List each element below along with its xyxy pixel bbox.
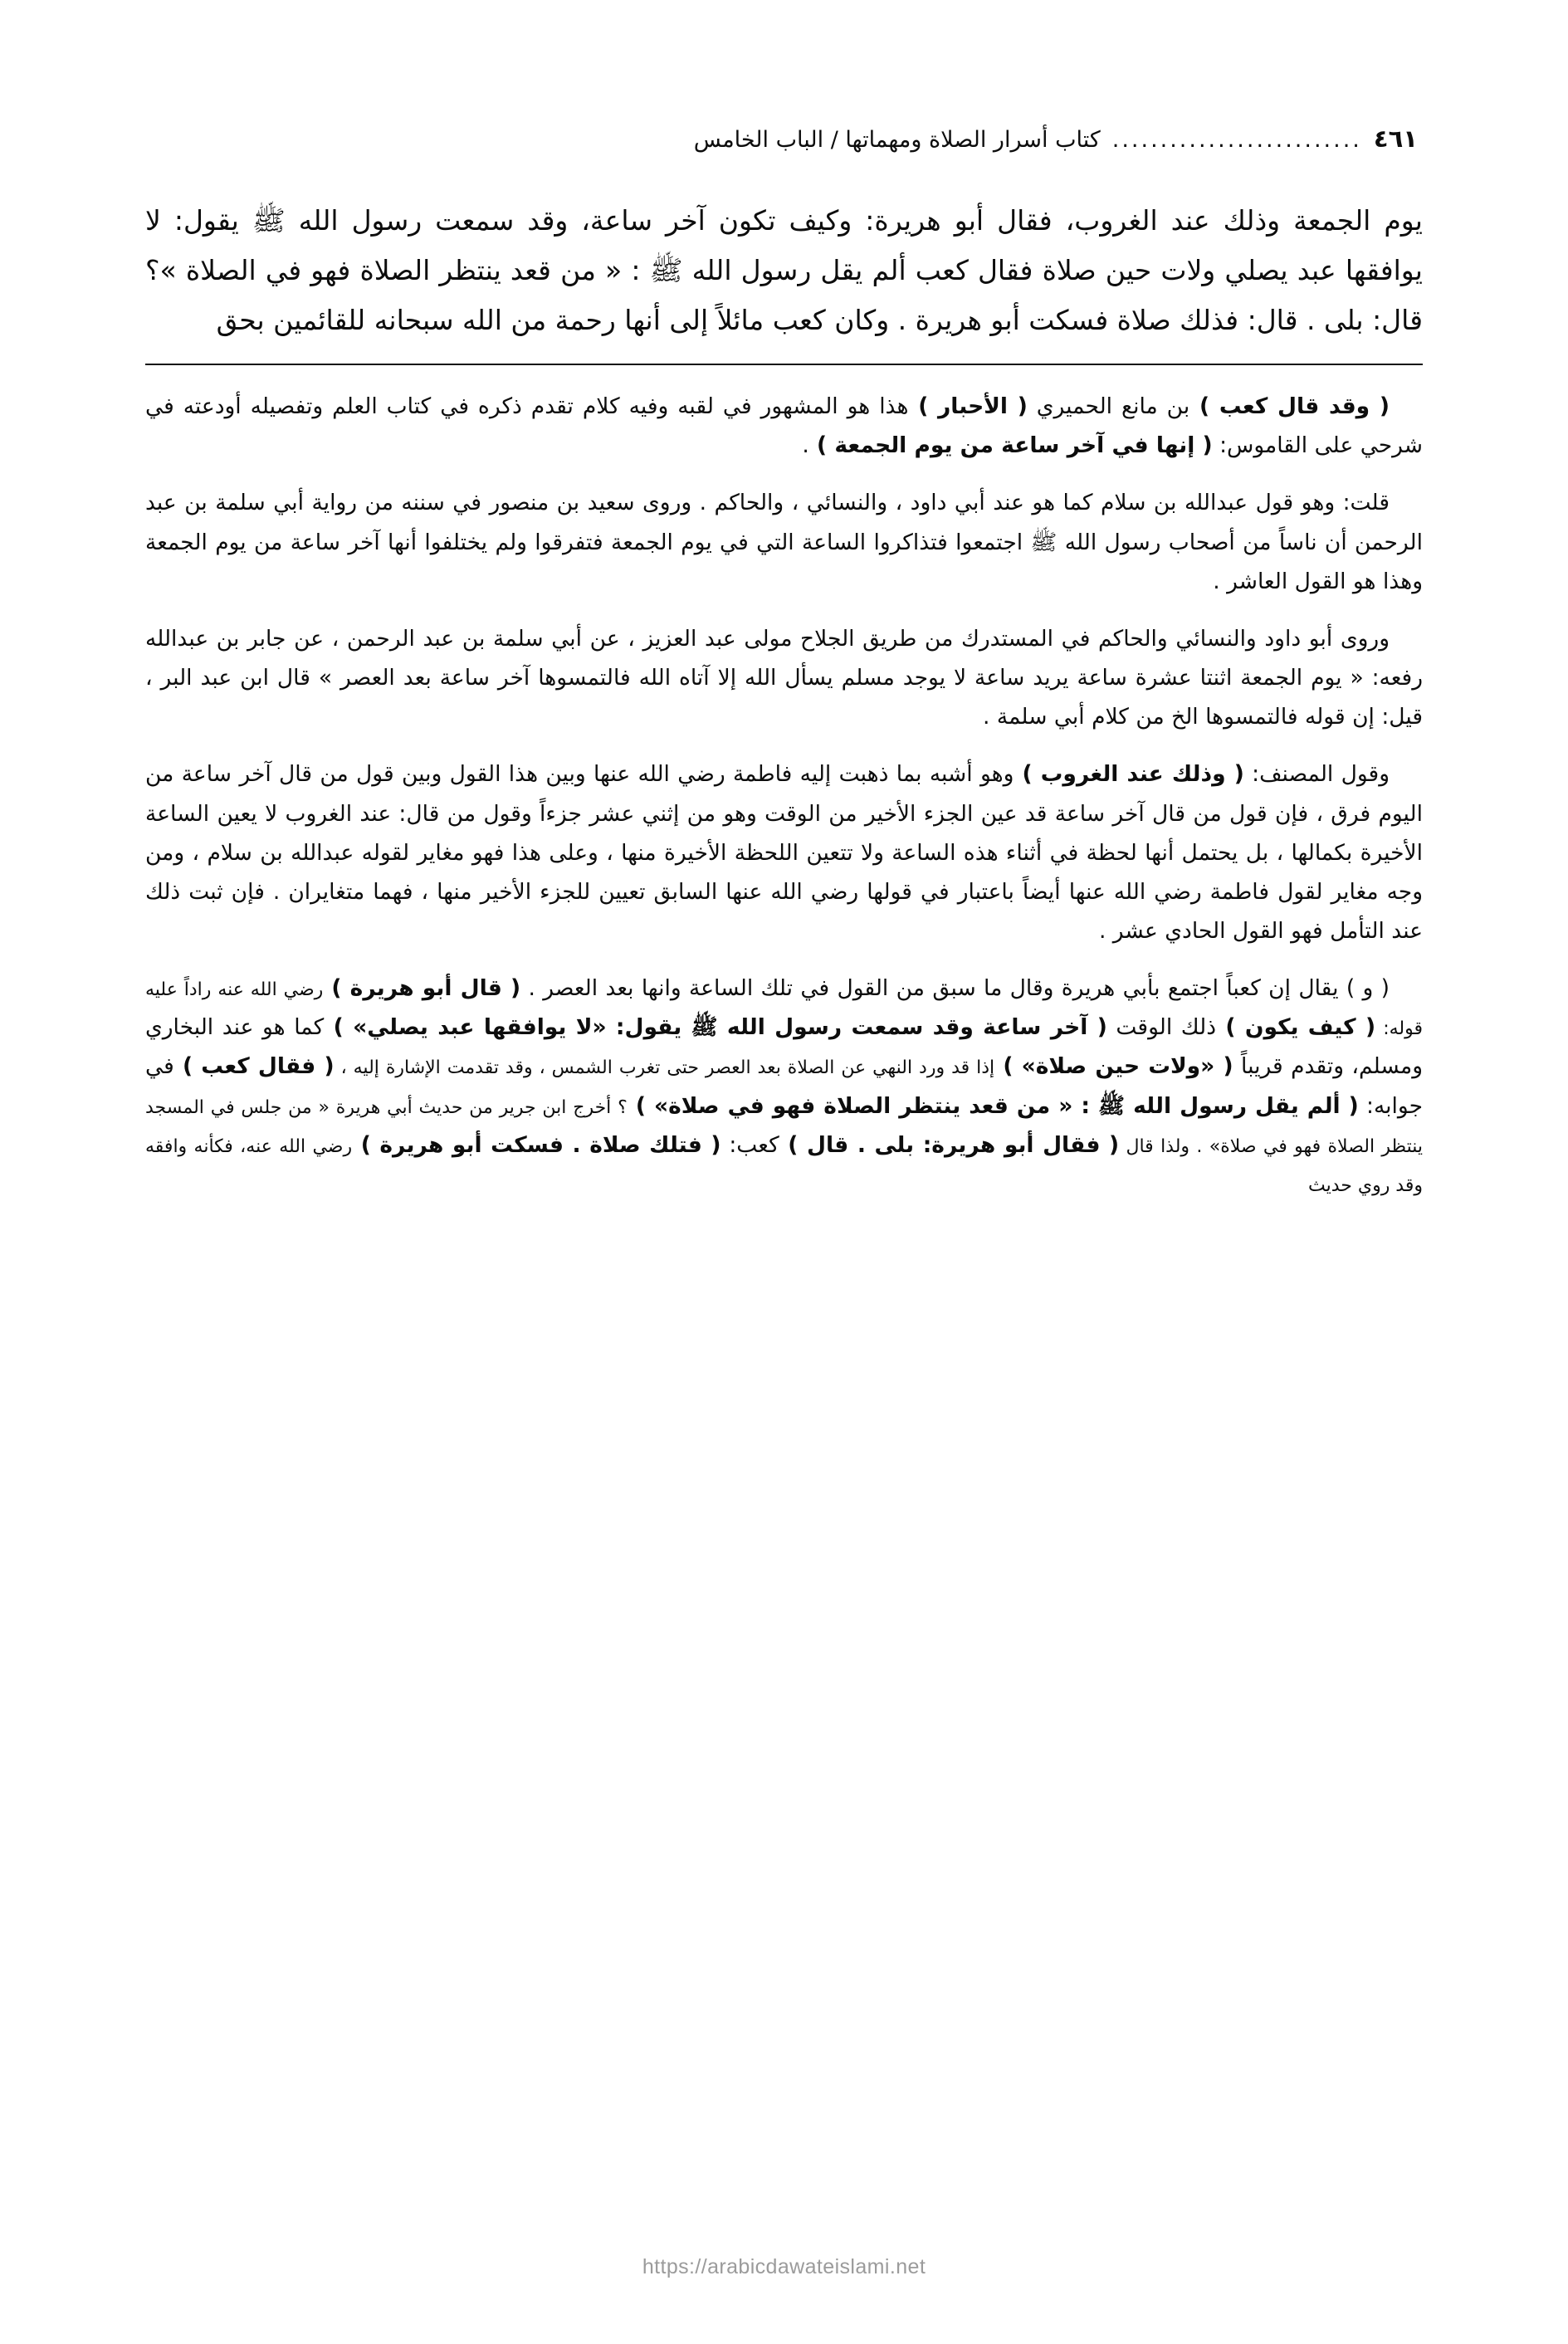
commentary-block: [145, 387, 1423, 1204]
commentary-paragraph: [145, 754, 1423, 950]
commentary-text: كما هو عند البخاري ومسلم، وتقدم قريباً: [145, 1014, 1424, 1080]
page-content: [145, 125, 1423, 2244]
quoted-text: ( فقال أبو هريرة: بلى . قال ): [779, 1131, 1120, 1158]
commentary-paragraph: [145, 483, 1423, 600]
commentary-text: هذا هو المشهور في لقبه وفيه كلام تقدم ذكره في كتاب العلم وتفصيله أودعته في شرحي على القاموس:: [145, 393, 1423, 459]
page-header: [145, 125, 1423, 153]
main-text-paragraph: يوم الجمعة وذلك عند الغروب، فقال أبو هريرة: وكيف تكون آخر ساعة، وقد سمعت رسول الله ﷺ يقول: لا يوافقها عبد يصلي ولات حين صلاة فقال كعب ألم يقل رسول الله ﷺ : « من قعد ينتظر الصلاة فهو في الصلاة »؟ قال: بلى . قال: فذلك صلاة فسكت أبو هريرة . وكان كعب مائلاً إلى أنها رحمة من الله سبحانه للقائمين بحق: [145, 204, 1423, 337]
page-number: ٤٦١: [1373, 125, 1418, 153]
commentary-text: بن مانع الحميري: [1027, 393, 1190, 420]
quoted-text: ( الأحبار ): [908, 393, 1028, 420]
quoted-text: ( إنها في آخر ساعة من يوم الجمعة ): [808, 432, 1213, 459]
quoted-text: ( فقال كعب ): [173, 1053, 335, 1080]
commentary-text: في جوابه:: [145, 1053, 1423, 1119]
commentary-text: ؟ أخرج ابن جرير من حديث أبي هريرة « من جلس في المسجد ينتظر الصلاة فهو في صلاة» . ولذا قال: [145, 1096, 1423, 1157]
commentary-text: .: [802, 432, 809, 459]
header-title: كتاب أسرار الصلاة ومهماتها / الباب الخامس: [693, 127, 1101, 153]
main-text-block: [145, 196, 1423, 345]
quoted-text: ( آخر ساعة وقد سمعت رسول الله ﷺ يقول: «لا يوافقها عبد يصلي» ): [324, 1014, 1107, 1041]
commentary-text: رضي الله عنه، فكأنه وافقه وقد روي حديث: [145, 1135, 1423, 1196]
commentary-text: رضي الله عنه راداً عليه قوله:: [145, 979, 1423, 1040]
quoted-text: ( قال أبو هريرة ): [323, 975, 521, 1002]
watermark: https://arabicdawateislami.net: [642, 2255, 926, 2278]
quoted-text: ( ألم يقل رسول الله ﷺ : « من قعد ينتظر الصلاة فهو في صلاة» ): [627, 1092, 1359, 1119]
commentary-text: ( و ) يقال إن كعباً اجتمع بأبي هريرة وقال ما سبق من القول في تلك الساعة وانها بعد العصر .: [520, 975, 1390, 1002]
commentary-text: إذا قد ورد النهي عن الصلاة بعد العصر حتى تغرب الشمس ، وقد تقدمت الإشارة إليه ،: [334, 1057, 995, 1079]
commentary-paragraph: [145, 619, 1423, 736]
commentary-text: وهو أشبه بما ذهبت إليه فاطمة رضي الله عنها وبين هذا القول وبين قول من قال آخر ساعة من اليوم فرق ، فإن قول من قال آخر ساعة قد عين الجزء الأخير من الوقت وهو من إثني عشر جزءاً وقول من قال: عند الغروب لا يعين الساعة الأخيرة بكمالها ، بل يحتمل أنها لحظة في أثناء هذه الساعة ولا تتعين اللحظة الأخيرة منها ، وعلى هذا فهو مغاير لقوله عبدالله بن سلام ، ومن وجه مغاير لقول فاطمة رضي الله عنها أيضاً باعتبار في قولها رضي الله عنها السابق تعيين للجزء الأخير منها ، فهما متغايران . فإن ثبت ذلك عند التأمل فهو القول الحادي عشر .: [145, 761, 1423, 945]
commentary-text: كعب:: [720, 1131, 779, 1158]
quoted-text: ( وقد قال كعب ): [1189, 393, 1390, 420]
section-divider: [145, 364, 1423, 365]
commentary-paragraph: [145, 387, 1423, 465]
header-dot-leader: ..........................: [1111, 127, 1362, 153]
quoted-text: ( وذلك عند الغروب ): [1014, 761, 1244, 788]
quoted-text: ( «ولات حين صلاة» ): [994, 1053, 1233, 1080]
commentary-text: ذلك الوقت: [1106, 1014, 1216, 1041]
quoted-text: ( فتلك صلاة . فسكت أبو هريرة ): [352, 1131, 721, 1158]
commentary-text: وقول المصنف:: [1243, 761, 1390, 788]
commentary-text: وروى أبو داود والنسائي والحاكم في المستدرك من طريق الجلاح مولى عبد العزيز ، عن أبي سلمة بن عبد الرحمن ، عن جابر بن عبدالله رفعه: « يوم الجمعة اثنتا عشرة ساعة يريد ساعة لا يوجد مسلم يسأل الله إلا آتاه الله فالتمسوها آخر ساعة بعد العصر » قال ابن عبد البر ، قيل: إن قوله فالتمسوها الخ من كلام أبي سلمة .: [145, 625, 1423, 730]
commentary-text: قلت: وهو قول عبدالله بن سلام كما هو عند أبي داود ، والنسائي ، والحاكم . وروى سعيد بن منصور في سننه من رواية أبي سلمة بن عبد الرحمن أن ناساً من أصحاب رسول الله ﷺ اجتمعوا فتذاكروا الساعة التي في يوم الجمعة فتفرقوا ولم يختلفوا أنها آخر ساعة من يوم الجمعة وهذا هو القول العاشر .: [145, 490, 1423, 594]
quoted-text: ( كيف يكون ): [1216, 1014, 1376, 1041]
commentary-paragraph: [145, 969, 1423, 1204]
